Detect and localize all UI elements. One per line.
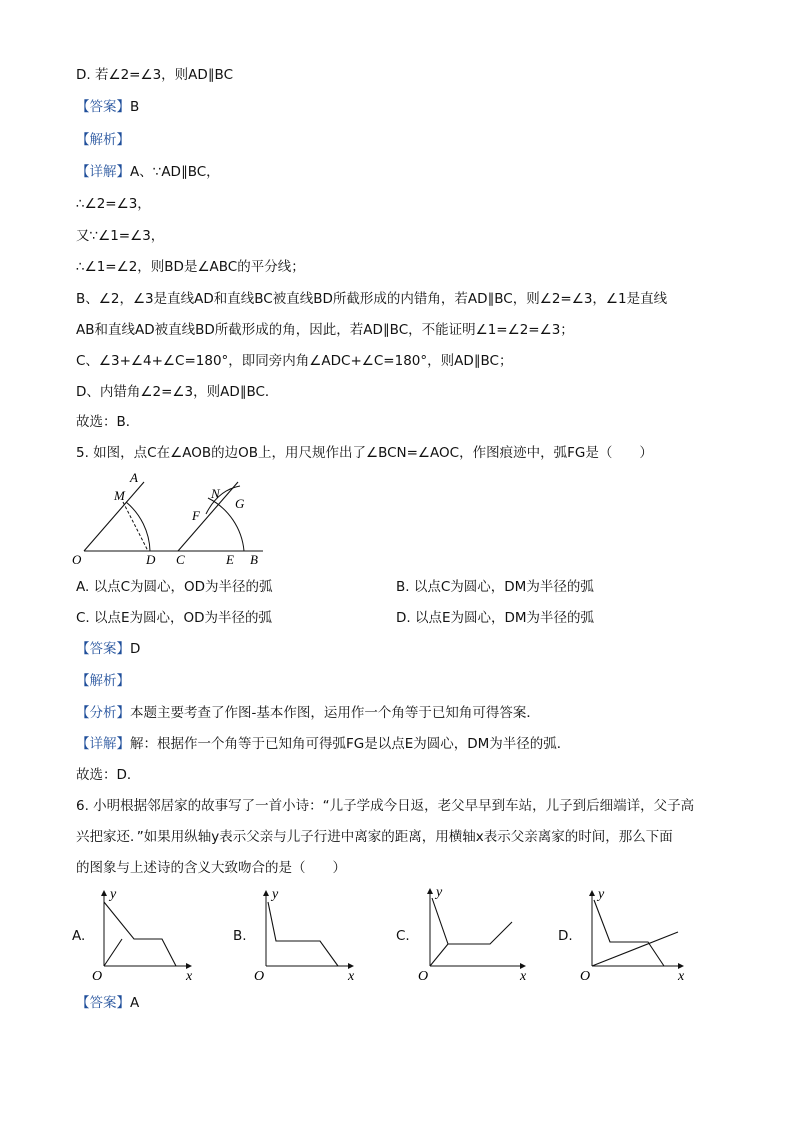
q5-stem: 5. 如图，点C在∠AOB的边OB上，用尺规作出了∠BCN=∠AOC，作图痕迹中，弧FG是（ ）	[76, 445, 653, 461]
q4-step-3: ∴∠1=∠2，则BD是∠ABC的平分线；	[76, 259, 305, 275]
graph-d-label: D.	[558, 928, 573, 944]
y-axis-label: y	[272, 887, 279, 902]
origin-label: O	[418, 969, 429, 984]
label-g: G	[235, 496, 245, 511]
detail-tag: 【详解】	[76, 164, 130, 180]
detail-tag: 【详解】	[76, 736, 130, 752]
answer-value: B	[130, 99, 140, 115]
y-axis-label: y	[598, 887, 605, 902]
q6-stem-2: 兴把家还．”如果用纵轴y表示父亲与儿子行进中离家的距离，用横轴x表示父亲离家的时间，那么下面	[76, 829, 673, 845]
arc-dm	[126, 502, 150, 551]
graph-b-label: B.	[233, 928, 247, 944]
graph-c-label: C.	[396, 928, 410, 944]
graph-b	[254, 884, 366, 984]
q4-detail-c: C、∠3+∠4+∠C=180°，即同旁内角∠ADC+∠C=180°，则AD∥BC；	[76, 353, 513, 369]
q4-detail-b-1: B、∠2，∠3是直线AD和直线BC被直线BD所截形成的内错角，若AD∥BC，则∠2=∠3，∠1是直线	[76, 291, 668, 307]
y-axis-label: y	[436, 885, 443, 900]
q5-detail	[76, 735, 570, 753]
q4-step-2: 又∵∠1=∠3，	[76, 228, 165, 244]
label-o: O	[72, 552, 82, 567]
q5-option-d: D. 以点E为圆心，DM为半径的弧	[396, 610, 595, 626]
analysis-text: 本题主要考查了作图-基本作图，运用作一个角等于已知角可得答案．	[130, 705, 540, 721]
graph-d	[580, 884, 696, 984]
q4-analysis-tag: 【解析】	[76, 132, 130, 148]
analysis-tag: 【分析】	[76, 705, 130, 721]
y-axis-label: y	[110, 887, 117, 902]
q5-choose: 故选：D．	[76, 767, 141, 783]
answer-tag: 【答案】	[76, 99, 130, 115]
q4-choose: 故选：B．	[76, 414, 140, 430]
origin-label: O	[92, 969, 103, 984]
q6-stem-3: 的图象与上述诗的含义大致吻合的是（ ）	[76, 860, 346, 876]
label-m: M	[114, 488, 125, 503]
answer-value: A	[130, 995, 140, 1011]
q5-option-a: A. 以点C为圆心，OD为半径的弧	[76, 579, 273, 595]
q5-option-b: B. 以点C为圆心，DM为半径的弧	[396, 579, 594, 595]
x-axis-label: x	[678, 969, 685, 984]
graph-c	[418, 884, 538, 984]
q6-answer	[76, 994, 139, 1012]
origin-label: O	[580, 969, 591, 984]
q5-answer	[76, 640, 140, 658]
label-a: A	[130, 470, 138, 485]
answer-tag: 【答案】	[76, 995, 130, 1011]
q5-construction-figure	[68, 468, 268, 568]
answer-tag: 【答案】	[76, 641, 130, 657]
q4-detail-d: D、内错角∠2=∠3，则AD∥BC．	[76, 384, 279, 400]
label-d: D	[146, 552, 156, 567]
q4-answer	[76, 98, 139, 116]
graph-a-label: A.	[72, 928, 86, 944]
label-b: B	[250, 552, 258, 567]
q5-analysis	[76, 704, 540, 722]
x-axis-label: x	[520, 969, 527, 984]
detail-text: 解：根据作一个角等于已知角可得弧FG是以点E为圆心，DM为半径的弧．	[130, 736, 571, 752]
label-e: E	[226, 552, 234, 567]
q4-step-1: ∴∠2=∠3，	[76, 196, 151, 212]
label-c: C	[176, 552, 185, 567]
origin-label: O	[254, 969, 265, 984]
q4-detail-a	[76, 163, 220, 181]
graph-a	[92, 884, 204, 984]
detail-text: A、∵AD∥BC，	[130, 164, 220, 180]
q6-stem-1: 6. 小明根据邻居家的故事写了一首小诗：“儿子学成今日返，老父早早到车站，儿子到后细端详，父子高	[76, 798, 695, 814]
label-n: N	[211, 486, 220, 501]
x-axis-label: x	[186, 969, 193, 984]
q4-detail-b-2: AB和直线AD被直线BD所截形成的角，因此，若AD∥BC，不能证明∠1=∠2=∠3；	[76, 322, 574, 338]
q4-option-d: D. 若∠2=∠3，则AD∥BC	[76, 67, 234, 83]
ray-cn	[178, 482, 238, 551]
label-f: F	[192, 508, 200, 523]
x-axis-label: x	[348, 969, 355, 984]
q5-option-c: C. 以点E为圆心，OD为半径的弧	[76, 610, 273, 626]
q5-analysis-tag: 【解析】	[76, 673, 130, 689]
answer-value: D	[130, 641, 141, 657]
